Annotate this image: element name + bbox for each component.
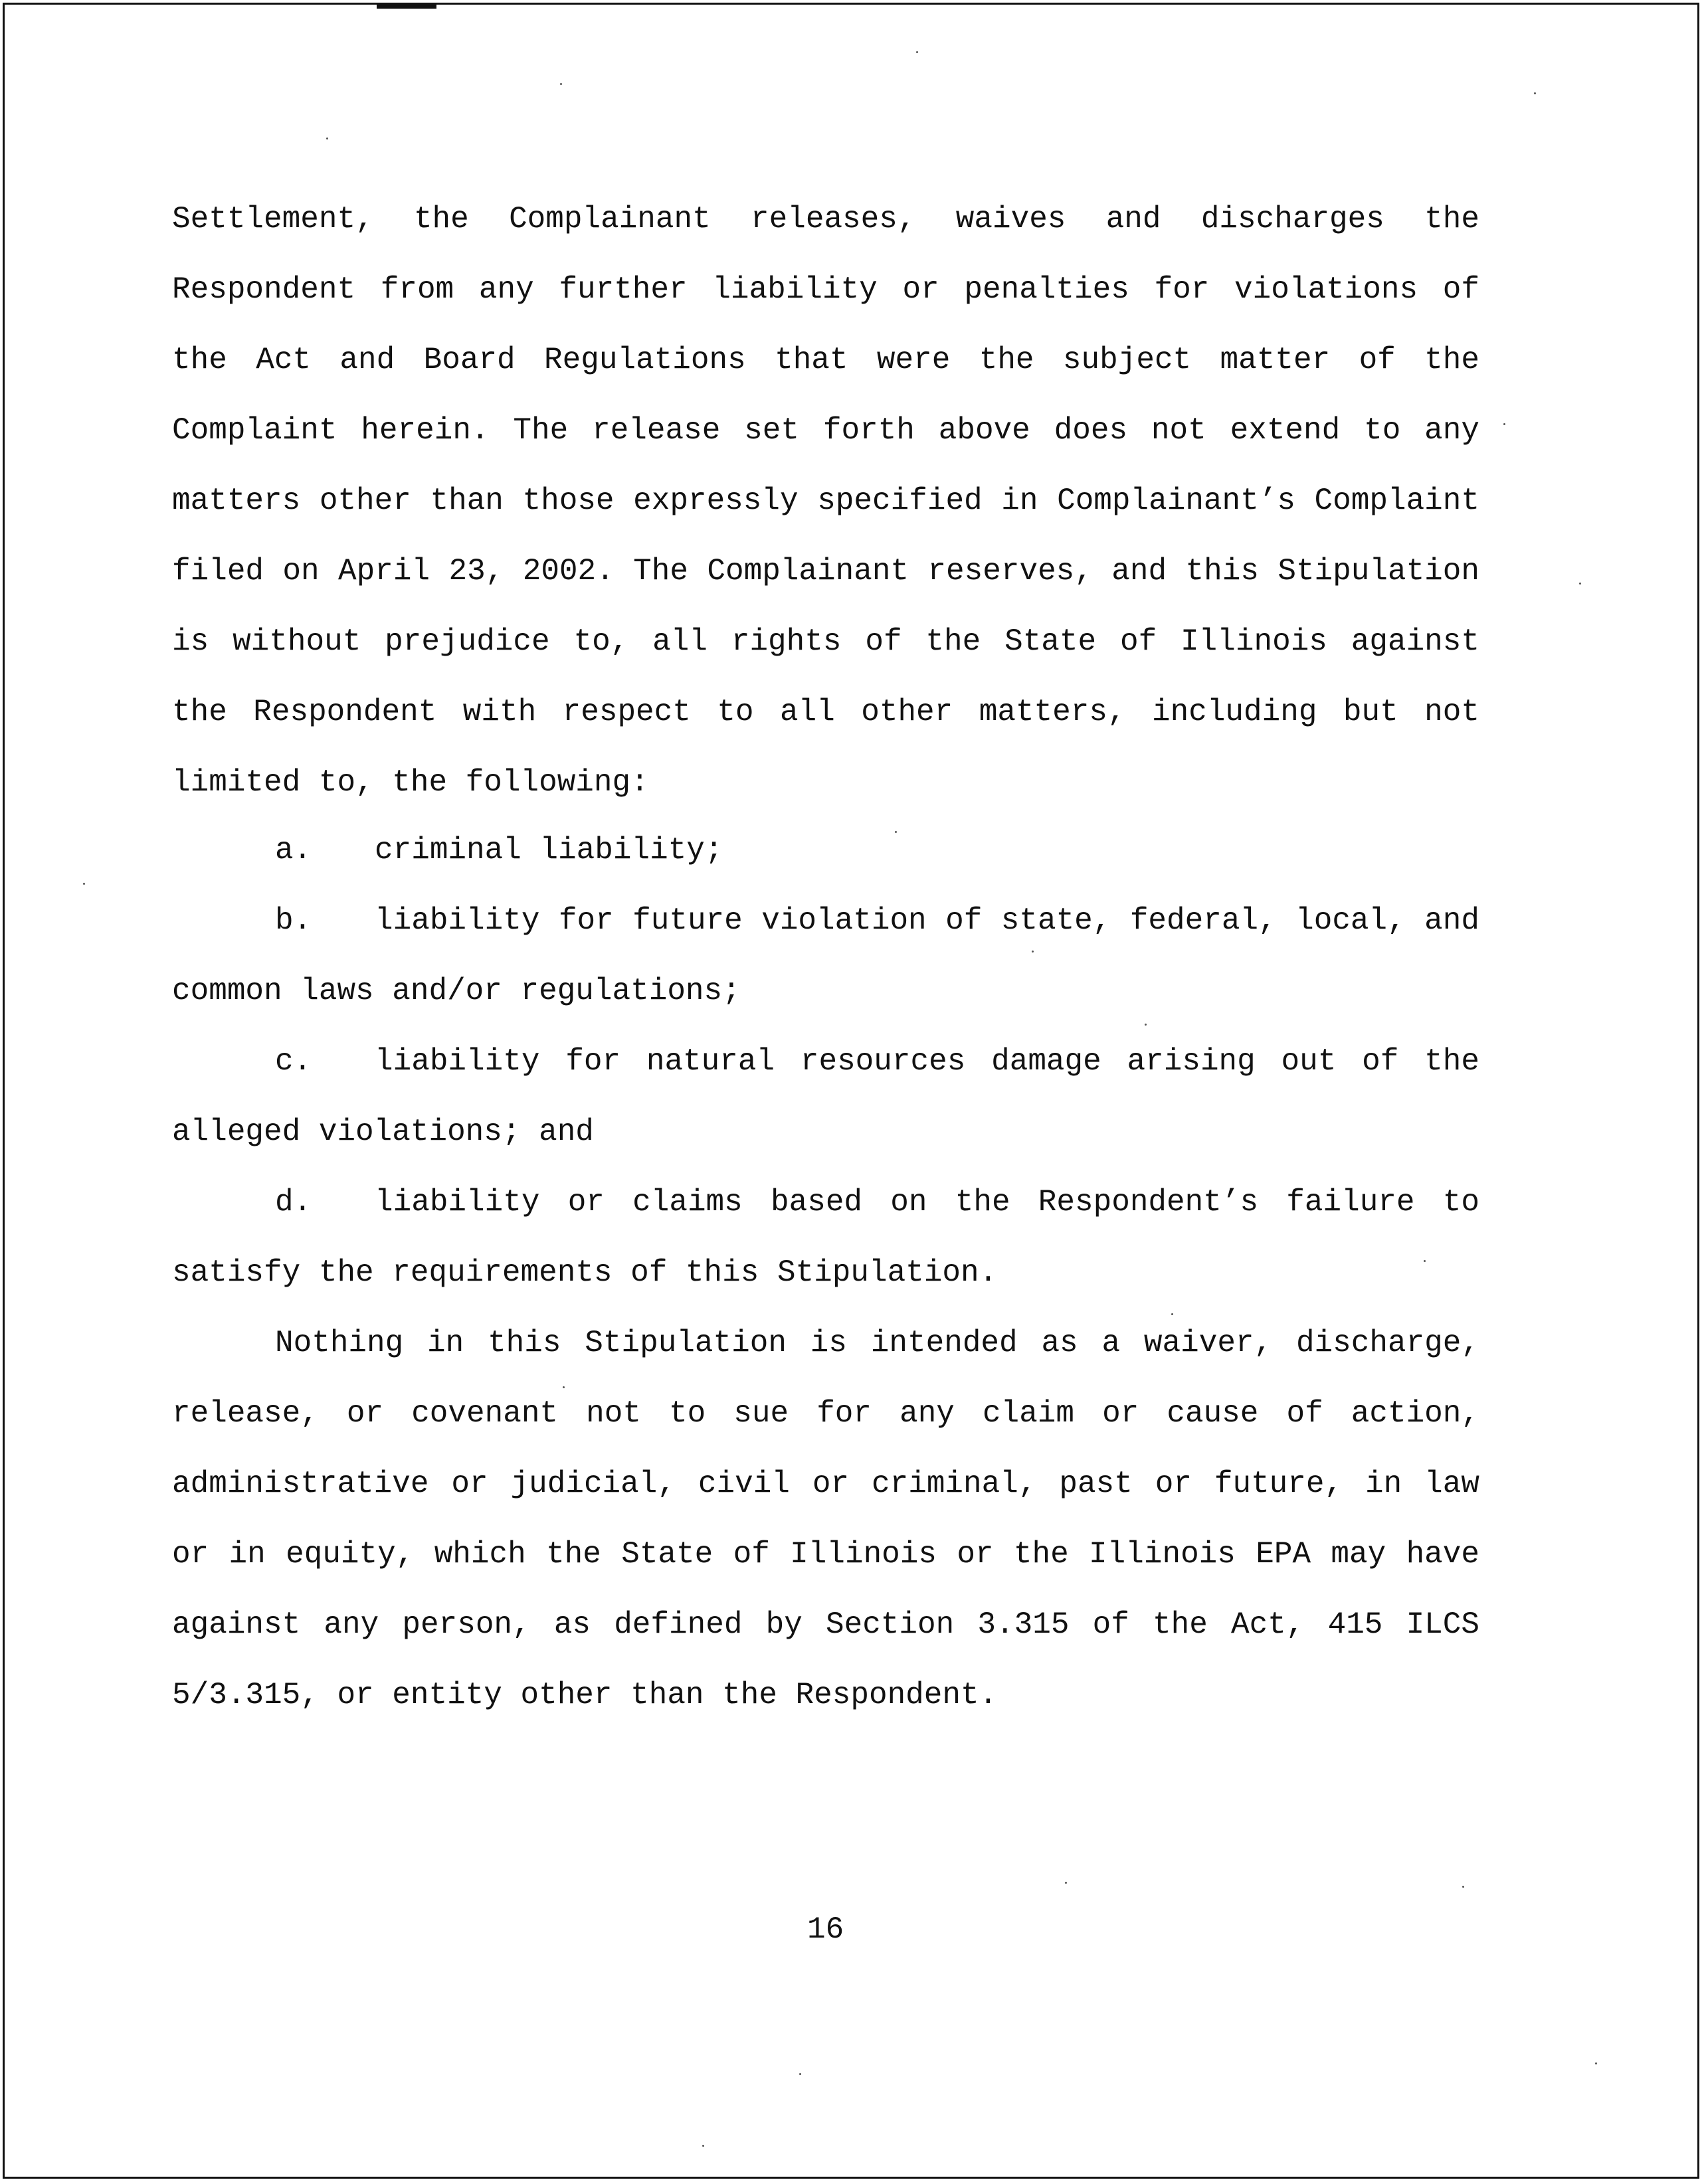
scan-speck (799, 2073, 801, 2075)
paragraph-no-waiver: Nothing in this Stipulation is intended as a waiver, discharge, release, or covenant not to sue for any claim or cause of action, administrative or judicial, civil or criminal, past or future, in law or in equity, which the State of Illinois or the Illinois EPA may have against any person, as defined by Section 3.315 of the Act, 415 ILCS 5/3.315, or entity other than the Respondent. (172, 1326, 1479, 1712)
page-number: 16 (807, 1912, 844, 1947)
scan-speck (1032, 951, 1034, 953)
list-item-d (172, 1167, 1479, 1308)
scan-speck (1171, 1313, 1173, 1315)
scan-speck (916, 51, 918, 53)
scan-speck (1503, 423, 1505, 425)
scan-speck (895, 831, 897, 833)
list-item-text: liability or claims based on the Respondent’s failure to satisfy the requirements of this Stipulation. (172, 1185, 1479, 1290)
scan-speck (1065, 1882, 1067, 1884)
list-marker: d. (275, 1185, 312, 1220)
scan-speck (1595, 2062, 1597, 2064)
list-item-text: liability for future violation of state, federal, local, and common laws and/or regulations; (172, 903, 1479, 1008)
scan-speck (1145, 1024, 1147, 1026)
scan-speck (1424, 1260, 1426, 1262)
scan-speck (560, 83, 562, 85)
scan-edge-mark (377, 5, 436, 9)
scan-speck (1462, 1886, 1464, 1888)
list-marker: b. (275, 903, 312, 938)
scan-speck (702, 2145, 704, 2147)
list-marker: c. (275, 1044, 312, 1079)
list-item-b (172, 885, 1479, 1026)
scan-speck (1534, 92, 1536, 94)
list-item-c (172, 1026, 1479, 1167)
list-item-a (172, 815, 1479, 885)
scan-speck (1579, 583, 1581, 585)
scan-speck (326, 137, 328, 139)
paragraph-release: Settlement, the Complainant releases, waives and discharges the Respondent from any further liability or penalties for violations of the Act and Board Regulations that were the subject matter of the Complaint herein. The release set forth above does not extend to any matters other than those expressly specified in Complainant’s Complaint filed on April 23, 2002. The Complainant reserves, and this Stipulation is without prejudice to, all rights of the State of Illinois against the Respondent with respect to all other matters, including but not limited to, the following: (172, 202, 1479, 800)
scan-speck (83, 883, 85, 885)
list-item-text: criminal liability; (375, 833, 723, 867)
scan-speck (563, 1386, 565, 1388)
list-marker: a. (275, 833, 312, 867)
page (3, 3, 1699, 2179)
list-item-text: liability for natural resources damage arising out of the alleged violations; and (172, 1044, 1479, 1149)
